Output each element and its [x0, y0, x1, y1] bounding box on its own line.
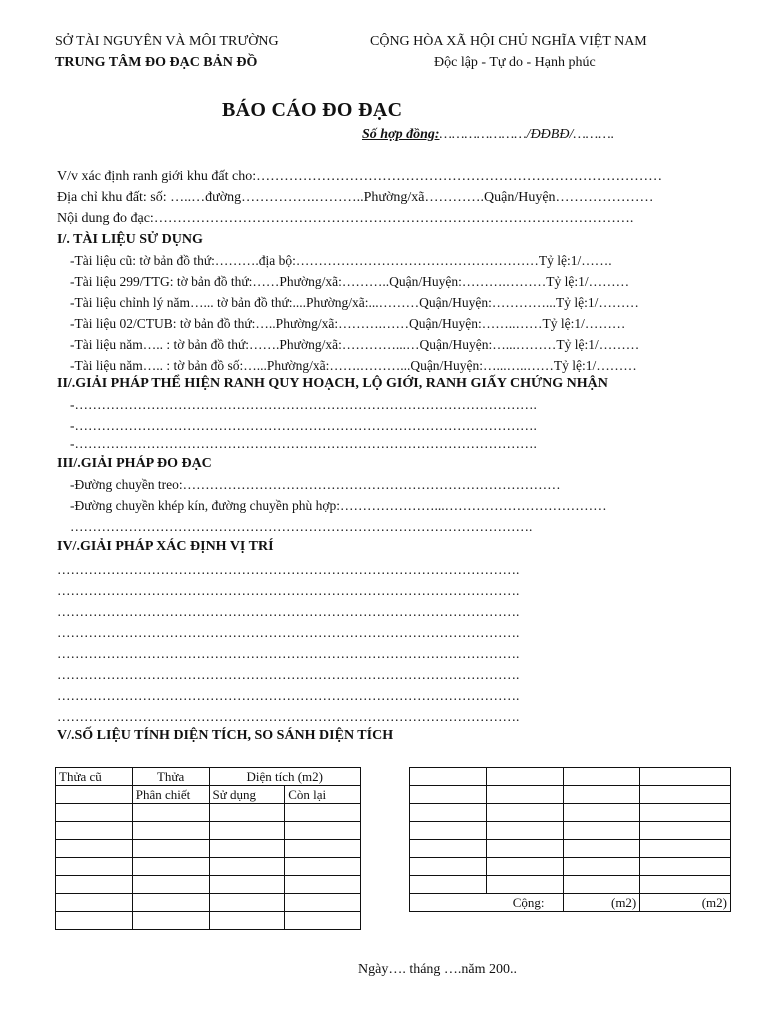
header-cell-old-plot: Thửa cũ — [56, 768, 133, 786]
table-row — [56, 858, 361, 876]
table-cell — [486, 840, 563, 858]
table-cell — [563, 858, 640, 876]
table-cell — [410, 822, 487, 840]
table-row — [410, 840, 731, 858]
table-cell — [56, 822, 133, 840]
org-name-line1: SỞ TÀI NGUYÊN VÀ MÔI TRƯỜNG — [55, 34, 279, 49]
table-cell — [410, 804, 487, 822]
table-cell — [209, 858, 285, 876]
list-item: -Tài liệu cũ: tờ bản đồ thứ:……….địa bộ:………………………………………………Tỷ lệ:1/……. — [70, 253, 612, 268]
table-cell — [285, 840, 361, 858]
table-cell — [209, 876, 285, 894]
contract-label: Số hợp đồng: — [362, 127, 440, 142]
table-cell — [132, 840, 209, 858]
table-cell — [209, 894, 285, 912]
header-cell-used: Sử dụng — [209, 786, 285, 804]
table-cell — [410, 858, 487, 876]
header-cell-split: Phân chiết — [132, 786, 209, 804]
table-row — [56, 912, 361, 930]
list-item: …………………………………………………………………………………………. — [57, 562, 520, 577]
table-cell — [640, 840, 731, 858]
list-item: …………………………………………………………………………………………. — [57, 625, 520, 640]
total-label: Cộng: — [410, 894, 564, 912]
table-cell — [285, 858, 361, 876]
table-cell — [209, 912, 285, 930]
header-cell-area: Diện tích (m2) — [209, 768, 361, 786]
list-item: -…………………………………………………………………………………………. — [70, 397, 537, 412]
date-line: Ngày…. tháng ….năm 200.. — [358, 962, 518, 977]
table-cell — [209, 804, 285, 822]
list-item: -Tài liệu năm….. : tờ bản đồ thứ:…….Phường/xã:…………...…Quận/Huyện:…...………Tỷ lệ:1/……… — [70, 337, 640, 352]
table-cell — [285, 876, 361, 894]
header-cell-remaining: Còn lại — [285, 786, 361, 804]
table-cell — [410, 768, 487, 786]
table-cell — [640, 858, 731, 876]
comparison-table — [409, 767, 731, 912]
list-item: …………………………………………………………………………………………. — [57, 667, 520, 682]
list-item: -Tài liệu chỉnh lý năm…... tờ bản đồ thứ:....Phường/xã:...………Quận/Huyện:…………...Tỷ lệ:1/……… — [70, 295, 639, 310]
table-cell — [132, 858, 209, 876]
contract-value: …………………/ĐĐBĐ/………. — [439, 127, 615, 142]
total-row — [410, 894, 731, 912]
table-cell — [56, 804, 133, 822]
table-cell — [563, 768, 640, 786]
table-cell — [486, 822, 563, 840]
table-cell — [56, 912, 133, 930]
intro-line: Địa chỉ khu đất: số: …..…đường…………….………..Phường/xã………….Quận/Huyện………………… — [57, 190, 654, 205]
table-cell — [209, 822, 285, 840]
table-row — [410, 858, 731, 876]
table-cell — [56, 876, 133, 894]
table-row — [56, 822, 361, 840]
table-cell — [486, 786, 563, 804]
table-cell — [132, 822, 209, 840]
intro-line: Nội dung đo đạc:…………………………………………………………………………………………. — [57, 211, 634, 226]
list-item: …………………………………………………………………………………………. — [57, 583, 520, 598]
list-item: …………………………………………………………………………………………. — [57, 709, 520, 724]
total-unit: (m2) — [640, 894, 731, 912]
table-row — [410, 822, 731, 840]
list-item: -…………………………………………………………………………………………. — [70, 418, 537, 433]
table-cell — [563, 876, 640, 894]
motto: Độc lập - Tự do - Hạnh phúc — [434, 55, 596, 70]
table-cell — [563, 804, 640, 822]
table-cell — [132, 894, 209, 912]
header-cell-plot: Thửa — [132, 768, 209, 786]
table-row — [56, 804, 361, 822]
list-item: -Tài liệu 02/CTUB: tờ bản đồ thứ:…..Phường/xã:……….……Quận/Huyện:……..……Tỷ lệ:1/……… — [70, 316, 626, 331]
table-cell — [132, 804, 209, 822]
list-item: …………………………………………………………………………………………. — [70, 519, 533, 534]
table-cell — [563, 822, 640, 840]
section-heading: III/.GIẢI PHÁP ĐO ĐẠC — [57, 456, 212, 471]
table-row — [56, 876, 361, 894]
table-cell — [132, 876, 209, 894]
list-item: …………………………………………………………………………………………. — [57, 604, 520, 619]
list-item: …………………………………………………………………………………………. — [57, 646, 520, 661]
table-cell — [640, 786, 731, 804]
area-table — [55, 767, 361, 930]
table-row — [410, 876, 731, 894]
list-item: -Đường chuyền khép kín, đường chuyền phù hợp:…………………...……………………………… — [70, 498, 607, 513]
table-cell — [640, 876, 731, 894]
intro-line: V/v xác định ranh giới khu đất cho:…………………………………………………………………………… — [57, 169, 663, 184]
table-row — [56, 894, 361, 912]
table-cell — [640, 822, 731, 840]
table-cell — [563, 786, 640, 804]
table-cell — [640, 768, 731, 786]
list-item: -…………………………………………………………………………………………. — [70, 436, 537, 451]
table-cell — [285, 822, 361, 840]
org-name-line2: TRUNG TÂM ĐO ĐẠC BẢN ĐỒ — [55, 55, 258, 70]
table-row — [410, 768, 731, 786]
table-cell — [486, 858, 563, 876]
section-heading: II/.GIẢI PHÁP THỂ HIỆN RANH QUY HOẠCH, LỘ GIỚI, RANH GIẤY CHỨNG NHẬN — [57, 376, 608, 391]
contract-number — [362, 127, 614, 143]
table-row — [410, 804, 731, 822]
list-item: -Tài liệu 299/TTG: tờ bản đồ thứ:……Phường/xã:………..Quận/Huyện:……….………Tỷ lệ:1/……… — [70, 274, 630, 289]
table-cell — [410, 840, 487, 858]
section-heading: IV/.GIẢI PHÁP XÁC ĐỊNH VỊ TRÍ — [57, 539, 274, 554]
table-cell — [563, 840, 640, 858]
table-cell — [132, 912, 209, 930]
table-cell — [56, 840, 133, 858]
list-item: -Tài liệu năm….. : tờ bản đồ số:…...Phường/xã:…….………...Quận/Huyện:…...…..……Tỷ lệ:1/……… — [70, 358, 637, 373]
table-row — [410, 786, 731, 804]
table-cell — [285, 804, 361, 822]
table-cell — [285, 894, 361, 912]
table-cell — [410, 786, 487, 804]
table-cell — [56, 894, 133, 912]
total-unit: (m2) — [563, 894, 640, 912]
list-item: -Đường chuyền treo:………………………………………………………………………… — [70, 477, 561, 492]
table-cell — [486, 804, 563, 822]
table-cell — [486, 768, 563, 786]
table-row — [56, 840, 361, 858]
table-cell — [285, 912, 361, 930]
document-title: BÁO CÁO ĐO ĐẠC — [222, 99, 403, 121]
table-cell — [410, 876, 487, 894]
table-cell — [56, 858, 133, 876]
table-cell — [209, 840, 285, 858]
table-cell — [486, 876, 563, 894]
section-heading: I/. TÀI LIỆU SỬ DỤNG — [57, 232, 203, 247]
list-item: …………………………………………………………………………………………. — [57, 688, 520, 703]
nation-name: CỘNG HÒA XÃ HỘI CHỦ NGHĨA VIỆT NAM — [370, 34, 647, 49]
table-cell — [56, 786, 133, 804]
table-cell — [640, 804, 731, 822]
section-heading: V/.SỐ LIỆU TÍNH DIỆN TÍCH, SO SÁNH DIỆN TÍCH — [57, 728, 394, 743]
